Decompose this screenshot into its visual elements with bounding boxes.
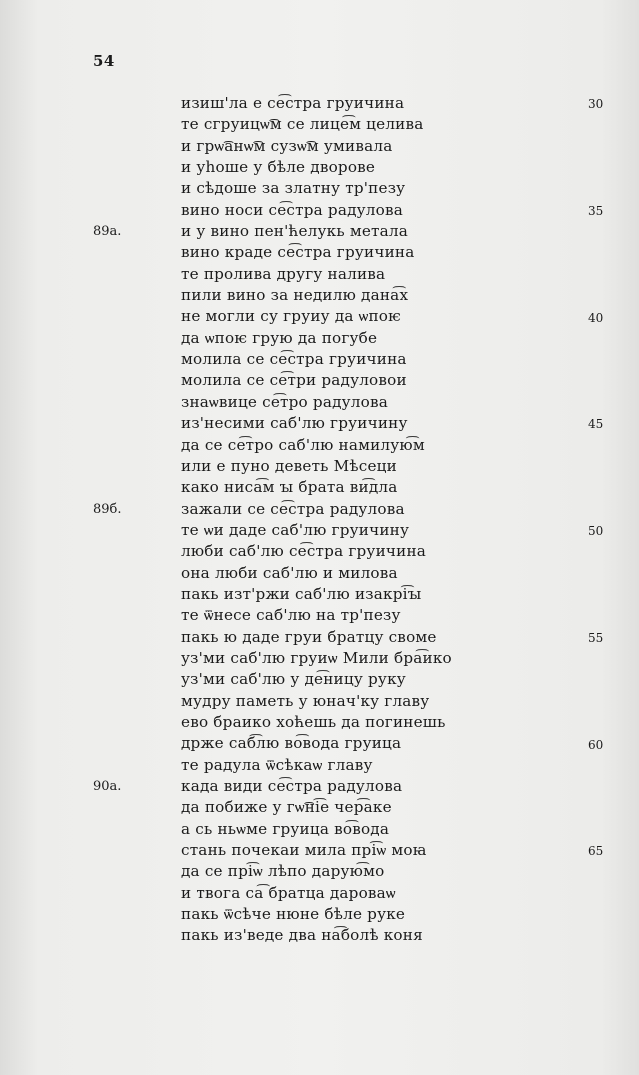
poem-line: а сь ньѡме груица во͡вода xyxy=(181,819,390,838)
poem-line: молила се се͡три радуловои xyxy=(181,371,407,390)
poem-line: како ниса͡м ꙑ брата ви͡дла xyxy=(181,478,398,497)
poem-line: пакь ю даде груи братцу своме xyxy=(181,627,437,646)
poem-line: вино носи се͡стра радулова xyxy=(181,200,403,219)
poem-line: и у вино пен'ћелукь метала xyxy=(181,222,408,241)
poem-line: не могли су груиу да ѡпоѥ xyxy=(181,307,402,326)
line-number: 60 xyxy=(588,737,604,752)
poem-line: и уһоше у бѣле дворове xyxy=(181,158,376,177)
poem-line: те пролива другу налива xyxy=(181,264,386,283)
poem-line: да се се͡тро саб'лю намилую͡м xyxy=(181,435,425,454)
poem-line: молила се се͡стра груичина xyxy=(181,350,407,369)
poem-line: она люби саб'лю и милова xyxy=(181,563,398,582)
poem-line: уз'ми саб'лю груиѡ Мили бра͡ико xyxy=(181,648,452,667)
poem-line: ево браико хоћешь да погинешь xyxy=(181,712,446,731)
poem-line: држе саб͡лю во͡вода груица xyxy=(181,734,402,753)
poem-text xyxy=(181,93,561,947)
poem-line: знаѡвице се͡тро радулова xyxy=(181,392,388,411)
poem-line: те сгруицѡ͡м се лице͡м целива xyxy=(181,115,424,134)
poem-line: те ѿнесе саб'лю на тр'пезу xyxy=(181,606,401,625)
poem-line: вино краде се͡стра груичина xyxy=(181,243,415,262)
poem-line: из'несими саб'лю груичину xyxy=(181,414,408,433)
poem-line: или е пуно деветь Мѣсеци xyxy=(181,456,397,475)
line-number: 45 xyxy=(588,417,604,432)
poem-line: зажали се се͡стра радулова xyxy=(181,499,405,518)
poem-line: стань почекаи мила прі͡ѡ моꙗ xyxy=(181,841,427,860)
folio-mark: 89б. xyxy=(93,501,122,517)
page-number: 54 xyxy=(93,52,115,70)
poem-line: те ѡи даде саб'лю груичину xyxy=(181,520,410,539)
line-number: 40 xyxy=(588,310,604,325)
poem-line: пакь изт'ржи саб'лю изакрі͡ꙑ xyxy=(181,584,422,603)
poem-line: и сѣдоше за златну тр'пезу xyxy=(181,179,406,198)
poem-line: и грѡ͡анѡ͡м сузѡ͡м умивала xyxy=(181,136,393,155)
poem-line: изиш'ла е се͡стра груичина xyxy=(181,94,405,112)
line-number: 30 xyxy=(588,97,604,111)
folio-mark: 89а. xyxy=(93,224,122,240)
poem-line: да побиже у гѡ͡ні͡е чер͡аке xyxy=(181,798,392,817)
line-number: 50 xyxy=(588,524,604,538)
folio-mark: 90а. xyxy=(93,779,122,795)
poem-line: мудру паметь у юнач'ку главу xyxy=(181,691,430,710)
line-number: 55 xyxy=(588,630,604,645)
poem-line: пили вино за недилю дана͡х xyxy=(181,286,409,305)
poem-line: пакь ѿсѣче нюне бѣле руке xyxy=(181,905,406,924)
line-number: 35 xyxy=(588,203,604,218)
poem-line: и твога са͡ братца дароваѡ xyxy=(181,883,396,902)
line-number: 65 xyxy=(588,844,604,859)
poem-line: пакь из'веде два на͡болѣ коня xyxy=(181,926,423,945)
poem-line: када види се͡стра радулова xyxy=(181,777,403,795)
poem-line: да ѡпоѥ грую да погубе xyxy=(181,328,378,347)
poem-line: те радула ѿсѣкаѡ главу xyxy=(181,755,373,774)
poem-line: уз'ми саб'лю у де͡ницу руку xyxy=(181,670,406,689)
poem-line: люби саб'лю се͡стра груичина xyxy=(181,542,427,561)
poem-line: да се прі͡ѡ лѣпо дарую͡мо xyxy=(181,862,385,881)
